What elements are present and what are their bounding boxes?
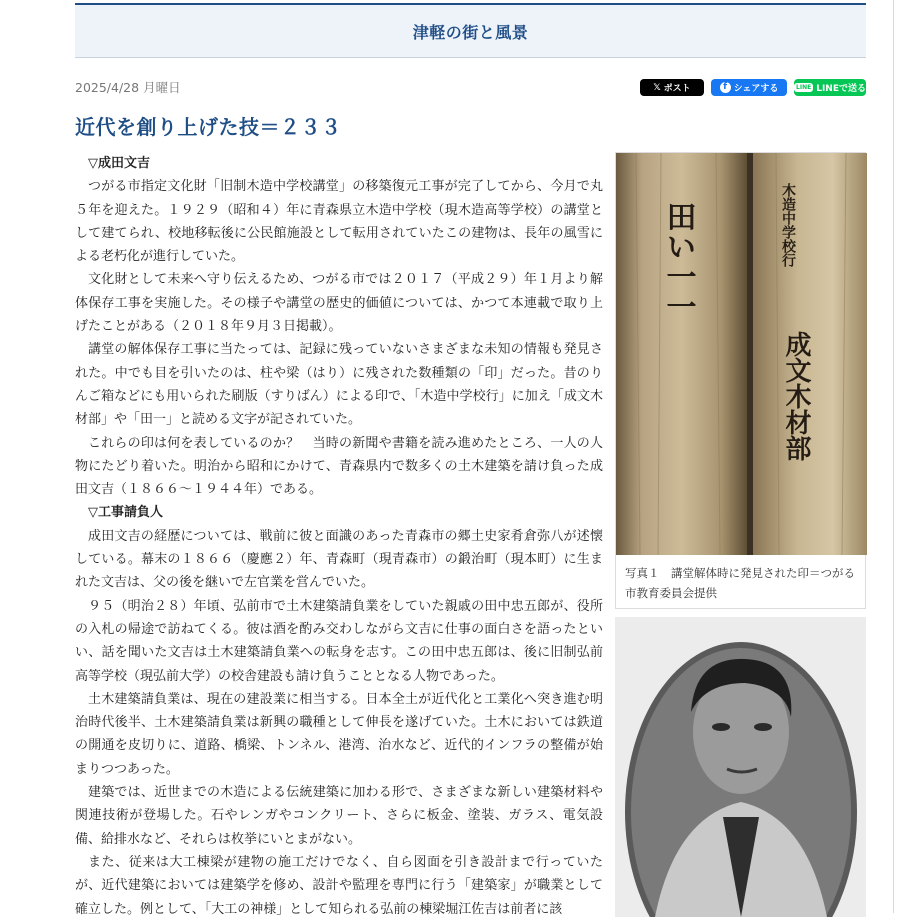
portrait-image xyxy=(615,617,866,917)
x-logo-icon: 𝕏 xyxy=(653,82,661,93)
facebook-icon: f xyxy=(720,82,731,93)
share-facebook-button[interactable] xyxy=(711,79,787,96)
article-paragraph: つがる市指定文化財「旧制木造中学校講堂」の移築復元工事が完了してから、今月で丸５年を迎えた。１９２９（昭和４）年に青森県立木造中学校（現木造高等学校）の講堂として建てられ、校地移転後に公民館施設として転用されていたこの建物は、長年の風雪による老朽化が進行していた。 xyxy=(75,179,603,265)
article-subhead: ▽工事請負人 xyxy=(88,505,163,521)
stamp-text-2: 木造中学校行 xyxy=(780,183,796,267)
article-paragraph: これらの印は何を表しているのか？ 当時の新聞や書籍を読み進めたところ、一人の人物にたどり着いた。明治から昭和にかけて、青森県内で数多くの土木建築を請け負った成田文吉（１８６６〜１９４４年）である。 xyxy=(75,435,603,498)
article-paragraph: ９５（明治２８）年頃、弘前市で土木建築請負業をしていた親戚の田中忠五郎が、役所の入札の帰途で訪ねてくる。彼は酒を酌み交わしながら文吉に仕事の面白さを語ったといい、話を聞いた文吉は土木建築請負業への転身を志す。この田中忠五郎は、後に旧制弘前高等学校（現弘前大学）の校舎建設も請け負うこととなる人物であった。 xyxy=(75,598,603,684)
article-subhead: ▽成田文吉 xyxy=(88,156,150,171)
article-paragraph: 文化財として未来へ守り伝えるため、つがる市では２０１７（平成２９）年１月より解体保存工事を実施した。その様子や講堂の歴史的価値については、かつて本連載で取り上げたことがある（２０１８年９月３日掲載）。 xyxy=(75,272,603,335)
stamp-text-3: 成文木材部 xyxy=(781,331,811,461)
article-body xyxy=(75,152,603,921)
share-x-button[interactable] xyxy=(640,79,704,96)
portrait-photo xyxy=(615,617,866,917)
stamp-photo xyxy=(616,153,867,555)
post-date: 2025/4/28 月曜日 xyxy=(75,80,181,95)
article-paragraph: 講堂の解体保存工事に当たっては、記録に残っていないさまざまな未知の情報も発見された。中でも目を引いたのは、柱や梁（はり）に残された数種類の「印」だった。昔のりんご箱などにも用いられた刷版（すりばん）による印で、「木造中学校行」に加え「成文木材部」や「田一」と読める文字が記されていた。 xyxy=(75,342,603,428)
article-paragraph: 成田文吉の経歴については、戦前に彼と面識のあった青森市の郷土史家肴倉弥八が述懐している。幕末の１８６６（慶應２）年、青森町（現青森市）の鍛治町（現本町）に生まれた文吉は、父の後を継いで左官業を営んでいた。 xyxy=(75,528,603,591)
stamp-text-1: 田い一一 xyxy=(660,201,696,321)
article-paragraph: 建築では、近世までの木造による伝統建築に加わる形で、さまざまな新しい建築材料や関連技術が登場した。石やレンガやコンクリート、さらに板金、塗装、ガラス、電気設備、給排水など、それらは枚挙にいとまがない。 xyxy=(75,785,603,847)
figure-1 xyxy=(615,152,866,609)
share-line-label: LINEで送る xyxy=(816,84,866,94)
article-paragraph: 土木建築請負業は、現在の建設業に相当する。日本全土が近代化と工業化へ突き進む明治時代後半、土木建築請負業は新興の職種として伸長を遂げていた。土木においては鉄道の開通を皮切りに、道路、橋梁、トンネル、港湾、治水など、近代的インフラの整備が始まりつつあった。 xyxy=(75,691,603,777)
share-facebook-label: シェアする xyxy=(733,84,779,94)
section-title: 津軽の街と風景 xyxy=(412,22,529,42)
section-header xyxy=(75,3,866,58)
article-paragraph: また、従来は大工棟梁が建物の施工だけでなく、自ら図面を引き設計まで行っていたが、近代建築においては建築学を修め、設計や監理を専門に行う「建築家」が職業として確立した。例として、「大工の神様」として知られる弘前の棟梁堀江佐吉は前者に該 xyxy=(75,854,603,917)
share-x-label: ポスト xyxy=(663,84,691,94)
share-line-button[interactable] xyxy=(794,79,866,96)
figure-1-caption: 写真１ 講堂解体時に発見された印＝つがる市教育委員会提供 xyxy=(625,566,855,600)
line-icon: LINE xyxy=(796,84,812,91)
article-title: 近代を創り上げた技＝２３３ xyxy=(75,115,342,139)
page-right-border xyxy=(893,0,894,913)
